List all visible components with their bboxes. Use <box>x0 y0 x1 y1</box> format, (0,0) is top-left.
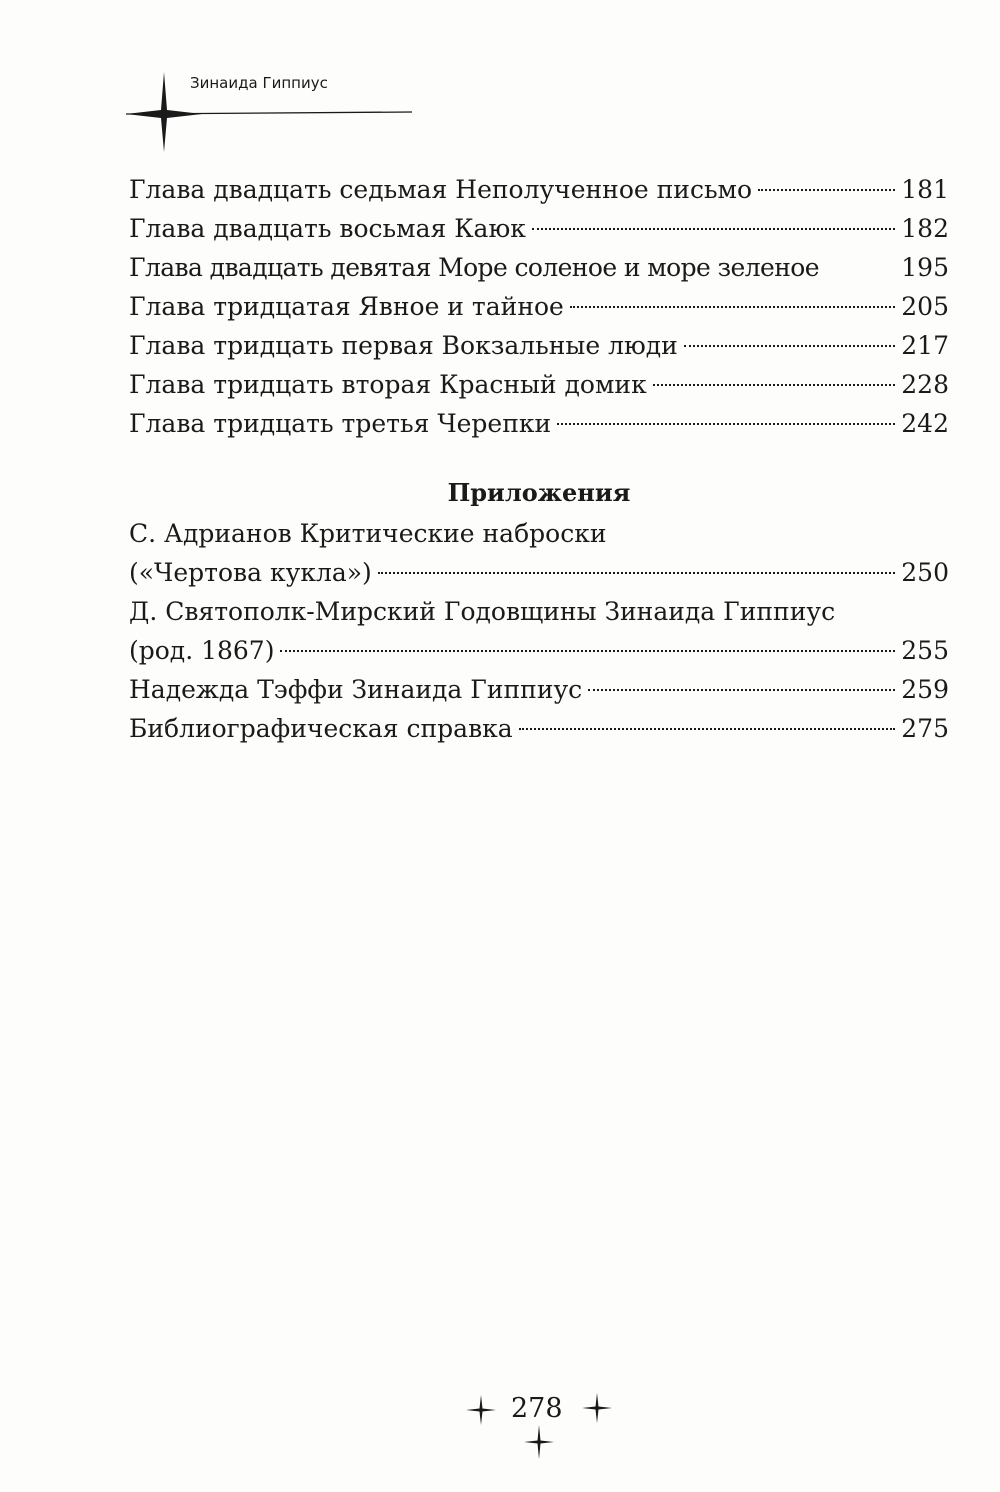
toc-entry-title: Глава тридцать третья Черепки <box>129 409 552 438</box>
toc-entry-page: 217 <box>901 331 949 360</box>
appendix-entry-page: 259 <box>901 675 949 704</box>
dot-leader <box>588 689 895 691</box>
footer-star-right-icon <box>582 1393 612 1423</box>
page-footer <box>440 1385 640 1475</box>
appendix-heading: Приложения <box>447 478 631 507</box>
appendix-entry <box>129 709 949 748</box>
footer-star-left-icon <box>466 1395 496 1425</box>
toc-entry <box>129 209 949 248</box>
toc-entry-page: 181 <box>901 175 949 204</box>
toc-entry-title: Глава двадцать восьмая Каюк <box>129 214 526 243</box>
dot-leader <box>519 728 896 730</box>
dot-leader <box>653 384 896 386</box>
dot-leader <box>378 572 896 574</box>
dot-leader <box>280 650 895 652</box>
appendix-entry-title: Библиографическая справка <box>129 714 513 743</box>
page-number: 278 <box>511 1393 563 1424</box>
appendix-entry-page: 255 <box>901 636 949 665</box>
toc-entry <box>129 287 949 326</box>
appendix-entry-line <box>129 514 949 553</box>
dot-leader <box>684 345 896 347</box>
footer-star-bottom-icon <box>524 1425 554 1459</box>
appendix-entry-first-line: С. Адрианов Критические наброски <box>129 519 607 548</box>
toc-entry-page: 182 <box>901 214 949 243</box>
appendix-entry <box>129 631 949 670</box>
running-header-author: Зинаида Гиппиус <box>190 74 328 92</box>
toc-entry <box>129 326 949 365</box>
toc-entry <box>129 170 949 209</box>
dot-leader <box>570 306 895 308</box>
toc-entry <box>129 404 949 443</box>
appendix-entry-first-line: Д. Святополк-Мирский Годовщины Зинаида Гиппиус <box>129 597 836 626</box>
appendix-entry <box>129 670 949 709</box>
appendix-entry-page: 250 <box>901 558 949 587</box>
table-of-contents <box>129 170 949 443</box>
toc-entry-page: 195 <box>901 253 949 282</box>
toc-entry-page: 242 <box>901 409 949 438</box>
dot-leader <box>532 228 895 230</box>
appendix-list <box>129 514 949 748</box>
dot-leader <box>758 189 895 191</box>
toc-entry <box>129 248 949 287</box>
toc-entry-page: 205 <box>901 292 949 321</box>
toc-entry-title: Глава тридцать вторая Красный домик <box>129 370 647 399</box>
toc-entry-title: Глава двадцать девятая Море соленое и море зеленое <box>129 253 819 282</box>
appendix-entry-title: (род. 1867) <box>129 636 275 665</box>
appendix-entry-line <box>129 592 949 631</box>
toc-entry-title: Глава тридцать первая Вокзальные люди <box>129 331 678 360</box>
appendix-entry-title: Надежда Тэффи Зинаида Гиппиус <box>129 675 583 704</box>
appendix-entry-page: 275 <box>901 714 949 743</box>
appendix-entry-title: («Чертова кукла») <box>129 558 372 587</box>
toc-entry <box>129 365 949 404</box>
toc-entry-page: 228 <box>901 370 949 399</box>
appendix-entry <box>129 553 949 592</box>
toc-entry-title: Глава двадцать седьмая Неполученное письмо <box>129 175 753 204</box>
toc-entry-title: Глава тридцатая Явное и тайное <box>129 292 564 321</box>
dot-leader <box>557 423 895 425</box>
